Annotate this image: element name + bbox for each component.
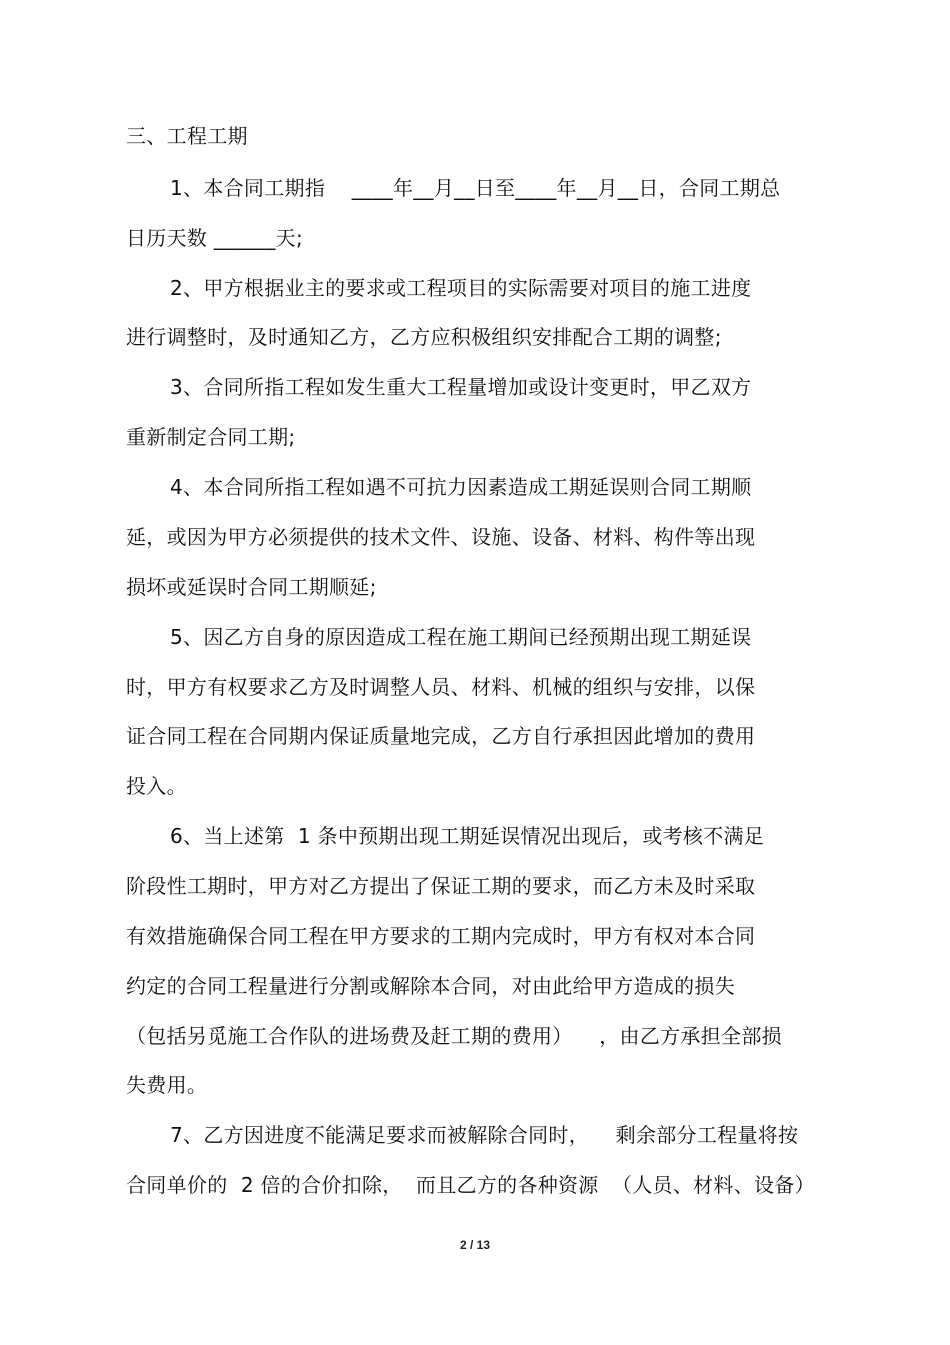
clause-6-line-2: 阶段性工期时，甲方对乙方提出了保证工期的要求，而乙方未及时采取: [126, 874, 756, 898]
clause-3-line-2: 重新制定合同工期;: [126, 425, 296, 449]
clause-6-line-6: 失费用。: [126, 1073, 208, 1097]
section-heading: 三、工程工期: [126, 124, 248, 148]
clause-5-line-2: 时，甲方有权要求乙方及时调整人员、材料、机械的组织与安排，以保: [126, 675, 756, 699]
clause-2-line-1: 2、甲方根据业主的要求或工程项目的实际需要对项目的施工进度: [170, 276, 752, 300]
clause-6-line-1: 6、当上述第 1 条中预期出现工期延误情况出现后，或考核不满足: [170, 824, 765, 848]
clause-5-line-1: 5、因乙方自身的原因造成工程在施工期间已经预期出现工期延误: [170, 625, 752, 649]
clause-7-line-2: 合同单价的 2 倍的合价扣除， 而且乙方的各种资源 （人员、材料、设备）: [126, 1173, 815, 1197]
clause-4-line-3: 损坏或延误时合同工期顺延;: [126, 575, 377, 599]
clause-6-line-3: 有效措施确保合同工程在甲方要求的工期内完成时，甲方有权对本合同: [126, 924, 756, 948]
clause-1-line-2: 日历天数 ______天;: [126, 226, 303, 250]
clause-3-line-1: 3、合同所指工程如发生重大工程量增加或设计变更时，甲乙双方: [170, 375, 752, 399]
clause-6-line-4: 约定的合同工程量进行分割或解除本合同，对由此给甲方造成的损失: [126, 974, 735, 998]
clause-6-line-5: （包括另觅施工合作队的进场费及赶工期的费用） ，由乙方承担全部损: [126, 1024, 782, 1048]
clause-7-line-1: 7、乙方因进度不能满足要求而被解除合同时， 剩余部分工程量将按: [170, 1123, 799, 1147]
clause-2-line-2: 进行调整时，及时通知乙方，乙方应积极组织安排配合工期的调整;: [126, 325, 722, 349]
clause-4-line-2: 延，或因为甲方必须提供的技术文件、设施、设备、材料、构件等出现: [126, 525, 756, 549]
clause-1-line-1: 1、本合同工期指 ____年__月__日至____年__月__日，合同工期总: [170, 176, 781, 200]
clause-5-line-4: 投入。: [126, 774, 187, 798]
clause-4-line-1: 4、本合同所指工程如遇不可抗力因素造成工期延误则合同工期顺: [170, 475, 752, 499]
page-number: 2 / 13: [459, 1238, 491, 1252]
clause-5-line-3: 证合同工程在合同期内保证质量地完成，乙方自行承担因此增加的费用: [126, 724, 756, 748]
